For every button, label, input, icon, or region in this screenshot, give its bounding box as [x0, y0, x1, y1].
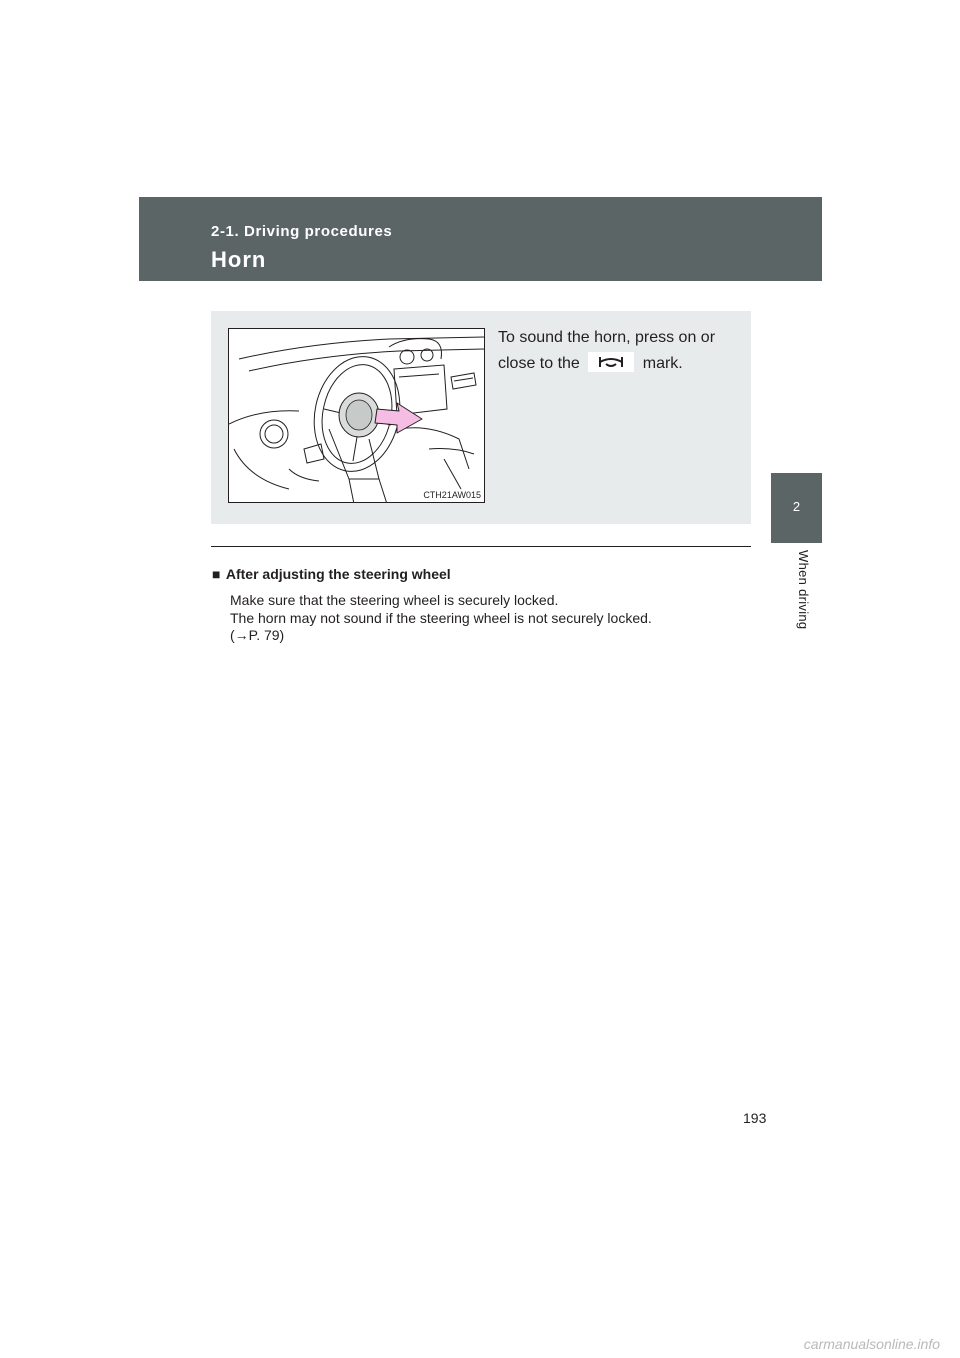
note-page-reference[interactable]: (→P. 79)	[230, 627, 285, 643]
instruction-after: mark.	[642, 355, 683, 372]
section-label: 2-1. Driving procedures	[211, 223, 393, 240]
page-title: Horn	[211, 247, 267, 272]
note-heading-text: After adjusting the steering wheel	[225, 566, 451, 582]
note-body	[230, 592, 652, 645]
note-heading	[212, 566, 451, 582]
chapter-label: When driving	[796, 550, 811, 630]
figure-code: CTH21AW015	[423, 490, 481, 500]
dashboard-drawing	[229, 329, 485, 503]
instruction-text	[498, 325, 743, 377]
press-arrow	[375, 403, 422, 433]
note-line-2: The horn may not sound if the steering wheel is not securely locked.	[230, 609, 652, 626]
footer-watermark: carmanualsonline.info	[803, 1336, 940, 1352]
horn-icon	[588, 352, 634, 372]
bullet-square-icon: ■	[212, 566, 221, 582]
instruction-before: To sound the horn, press on or close to the	[498, 329, 716, 372]
header-band	[139, 197, 822, 281]
note-line-1: Make sure that the steering wheel is securely locked.	[230, 592, 559, 608]
steering-wheel-illustration	[228, 328, 485, 503]
chapter-tab[interactable]	[771, 473, 822, 543]
section-divider	[211, 546, 751, 547]
page-number: 193	[743, 1110, 767, 1126]
content-panel	[211, 311, 751, 524]
chapter-number: 2	[792, 499, 801, 514]
